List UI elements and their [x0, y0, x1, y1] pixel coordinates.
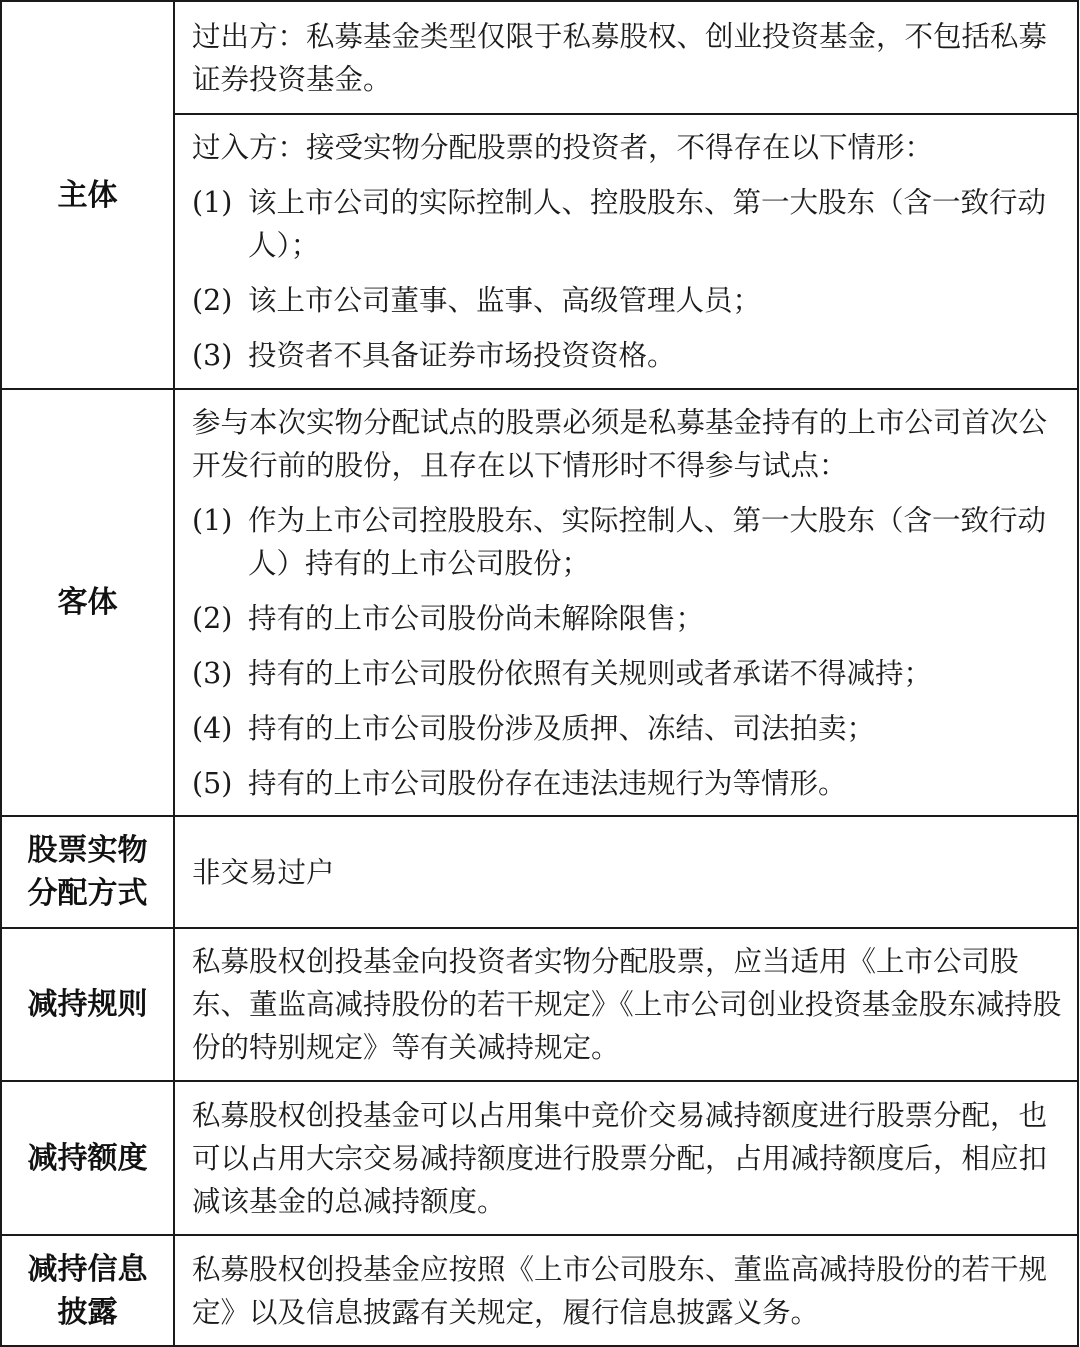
table-row-object [1, 389, 1078, 816]
list-item [192, 762, 1067, 805]
list-item-text: 作为上市公司控股股东、实际控制人、第一大股东（含一致行动人）持有的上市公司股份； [248, 503, 1047, 580]
table-row-subject [1, 1, 1078, 114]
list-item-number: (1) [192, 503, 233, 537]
list-item [192, 652, 1067, 695]
list-item [192, 597, 1067, 640]
paragraph-distribution-method: 非交易过户 [192, 855, 335, 889]
list-item-text: 投资者不具备证券市场投资资格。 [248, 339, 676, 372]
table-row-distribution-method [1, 816, 1078, 928]
list-item-text: 该上市公司的实际控制人、控股股东、第一大股东（含一致行动人）； [248, 186, 1047, 262]
list-item-text: 该上市公司董事、监事、高级管理人员； [248, 284, 762, 317]
list-item-text: 持有的上市公司股份尚未解除限售； [248, 601, 705, 635]
list-item [192, 707, 1067, 750]
content-cell-transferee [174, 114, 1078, 389]
list-item-text: 持有的上市公司股份存在违法违规行为等情形。 [248, 766, 847, 800]
row-label-text: 主体 [57, 177, 118, 213]
exclusion-list [192, 181, 1067, 377]
list-item-text: 持有的上市公司股份依照有关规则或者承诺不得减持； [248, 656, 933, 690]
content-cell-reduction-quota [174, 1081, 1078, 1235]
list-item-number: (5) [192, 766, 233, 800]
list-item-number: (2) [192, 601, 233, 635]
row-label-text: 减持规则 [27, 987, 148, 1022]
list-item [192, 279, 1067, 322]
list-item-number: (2) [192, 284, 233, 317]
row-label-distribution-method [1, 816, 174, 928]
row-label-line: 减持信息 [27, 1251, 148, 1287]
paragraph-transferor: 过出方：私募基金类型仅限于私募股权、创业投资基金，不包括私募证券投资基金。 [192, 19, 1048, 96]
row-label-object [1, 389, 174, 816]
row-label-reduction-rules [1, 928, 174, 1081]
paragraph-reduction-quota: 私募股权创投基金可以占用集中竞价交易减持额度进行股票分配，也可以占用大宗交易减持额度进行股票分配，占用减持额度后，相应扣减该基金的总减持额度。 [192, 1098, 1048, 1218]
list-item-number: (3) [192, 339, 233, 372]
row-label-text: 客体 [57, 585, 118, 620]
paragraph-transferee-intro: 过入方：接受实物分配股票的投资者，不得存在以下情形： [192, 131, 934, 164]
content-cell-disclosure [174, 1235, 1078, 1346]
list-item [192, 334, 1067, 377]
row-label-line: 股票实物 [27, 833, 148, 868]
row-label-text: 减持额度 [27, 1140, 148, 1176]
paragraph-object-intro: 参与本次实物分配试点的股票必须是私募基金持有的上市公司首次公开发行前的股份，且存在以下情形时不得参与试点： [192, 405, 1048, 482]
list-item-number: (3) [192, 656, 233, 690]
table-row-reduction-rules [1, 928, 1078, 1081]
row-label-line: 披露 [57, 1294, 118, 1330]
row-label-line: 分配方式 [27, 876, 148, 911]
row-label-disclosure [1, 1235, 174, 1346]
content-cell-object [174, 389, 1078, 816]
content-cell-distribution-method [174, 816, 1078, 928]
table-row-reduction-quota [1, 1081, 1078, 1235]
table-row-disclosure [1, 1235, 1078, 1346]
list-item-number: (1) [192, 186, 233, 219]
content-cell-reduction-rules [174, 928, 1078, 1081]
list-item-number: (4) [192, 711, 233, 745]
paragraph-reduction-rules: 私募股权创投基金向投资者实物分配股票，应当适用《上市公司股东、董监高减持股份的若干规定》《上市公司创业投资基金股东减持股份的特别规定》等有关减持规定。 [192, 945, 1062, 1064]
list-item [192, 499, 1067, 585]
row-label-reduction-quota [1, 1081, 174, 1235]
list-item-text: 持有的上市公司股份涉及质押、冻结、司法拍卖； [248, 711, 876, 745]
exclusion-list [192, 499, 1067, 805]
row-label-subject [1, 1, 174, 389]
paragraph-disclosure: 私募股权创投基金应按照《上市公司股东、董监高减持股份的若干规定》以及信息披露有关规定，履行信息披露义务。 [192, 1252, 1048, 1329]
list-item [192, 181, 1067, 267]
content-cell-transferor [174, 1, 1078, 114]
